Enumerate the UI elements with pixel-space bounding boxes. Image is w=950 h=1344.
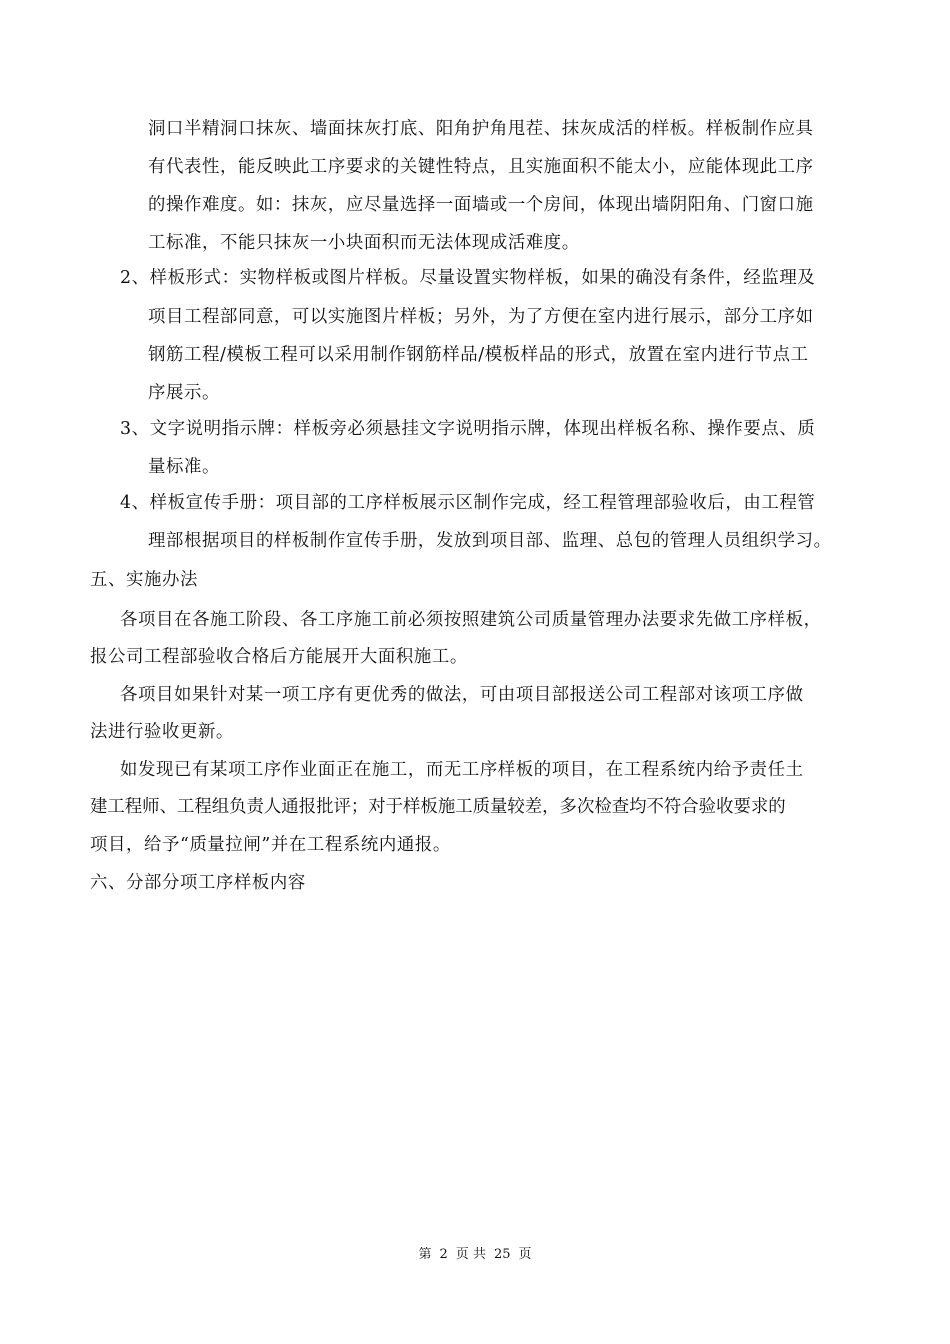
list-item-first-line: 2、样板形式：实物样板或图片样板。尽量设置实物样板，如果的确没有条件，经监理及 xyxy=(120,268,816,288)
section-heading: 五、实施办法 xyxy=(90,570,198,590)
body-line: 序展示。 xyxy=(148,383,220,403)
list-item-first-line: 4、样板宣传手册：项目部的工序样板展示区制作完成，经工程管理部验收后，由工程管 xyxy=(120,493,816,513)
body-line: 项目工程部同意，可以实施图片样板；另外，为了方便在室内进行展示，部分工序如 xyxy=(148,307,814,327)
page-label-prefix: 第 xyxy=(418,1247,432,1262)
page-footer xyxy=(0,1247,950,1263)
body-line: 理部根据项目的样板制作宣传手册，发放到项目部、监理、总包的管理人员组织学习。 xyxy=(148,531,832,551)
body-line: 量标准。 xyxy=(148,457,220,477)
paragraph-first-line: 如发现已有某项工序作业面正在施工，而无工序样板的项目，在工程系统内给予责任土 xyxy=(120,760,804,780)
page-label-suffix: 页 xyxy=(518,1247,532,1262)
list-item-first-line: 3、文字说明指示牌：样板旁必须悬挂文字说明指示牌，体现出样板名称、操作要点、质 xyxy=(120,419,816,439)
body-line: 报公司工程部验收合格后方能展开大面积施工。 xyxy=(90,647,468,667)
page-number: 2 xyxy=(439,1247,448,1262)
body-line: 有代表性，能反映此工序要求的关键性特点，且实施面积不能太小，应能体现此工序 xyxy=(148,157,814,177)
page-label-mid: 页 共 xyxy=(455,1247,486,1262)
section-heading: 六、分部分项工序样板内容 xyxy=(90,873,306,893)
body-line: 法进行验收更新。 xyxy=(90,722,234,742)
body-line: 洞口半精洞口抹灰、墙面抹灰打底、阳角护角甩茬、抹灰成活的样板。样板制作应具 xyxy=(148,119,814,139)
body-line: 项目，给予“质量拉闸”并在工程系统内通报。 xyxy=(90,835,451,855)
paragraph-first-line: 各项目如果针对某一项工序有更优秀的做法，可由项目部报送公司工程部对该项工序做 xyxy=(120,685,804,705)
body-line: 工标准，不能只抹灰一小块面积而无法体现成活难度。 xyxy=(148,233,580,253)
paragraph-first-line: 各项目在各施工阶段、各工序施工前必须按照建筑公司质量管理办法要求先做工序样板， xyxy=(120,610,822,630)
body-line: 钢筋工程/模板工程可以采用制作钢筋样品/模板样品的形式，放置在室内进行节点工 xyxy=(148,345,809,365)
body-line: 的操作难度。如：抹灰，应尽量选择一面墙或一个房间，体现出墙阴阳角、门窗口施 xyxy=(148,195,814,215)
body-line: 建工程师、工程组负责人通报批评；对于样板施工质量较差，多次检查均不符合验收要求的 xyxy=(90,797,786,817)
total-pages: 25 xyxy=(493,1247,511,1262)
